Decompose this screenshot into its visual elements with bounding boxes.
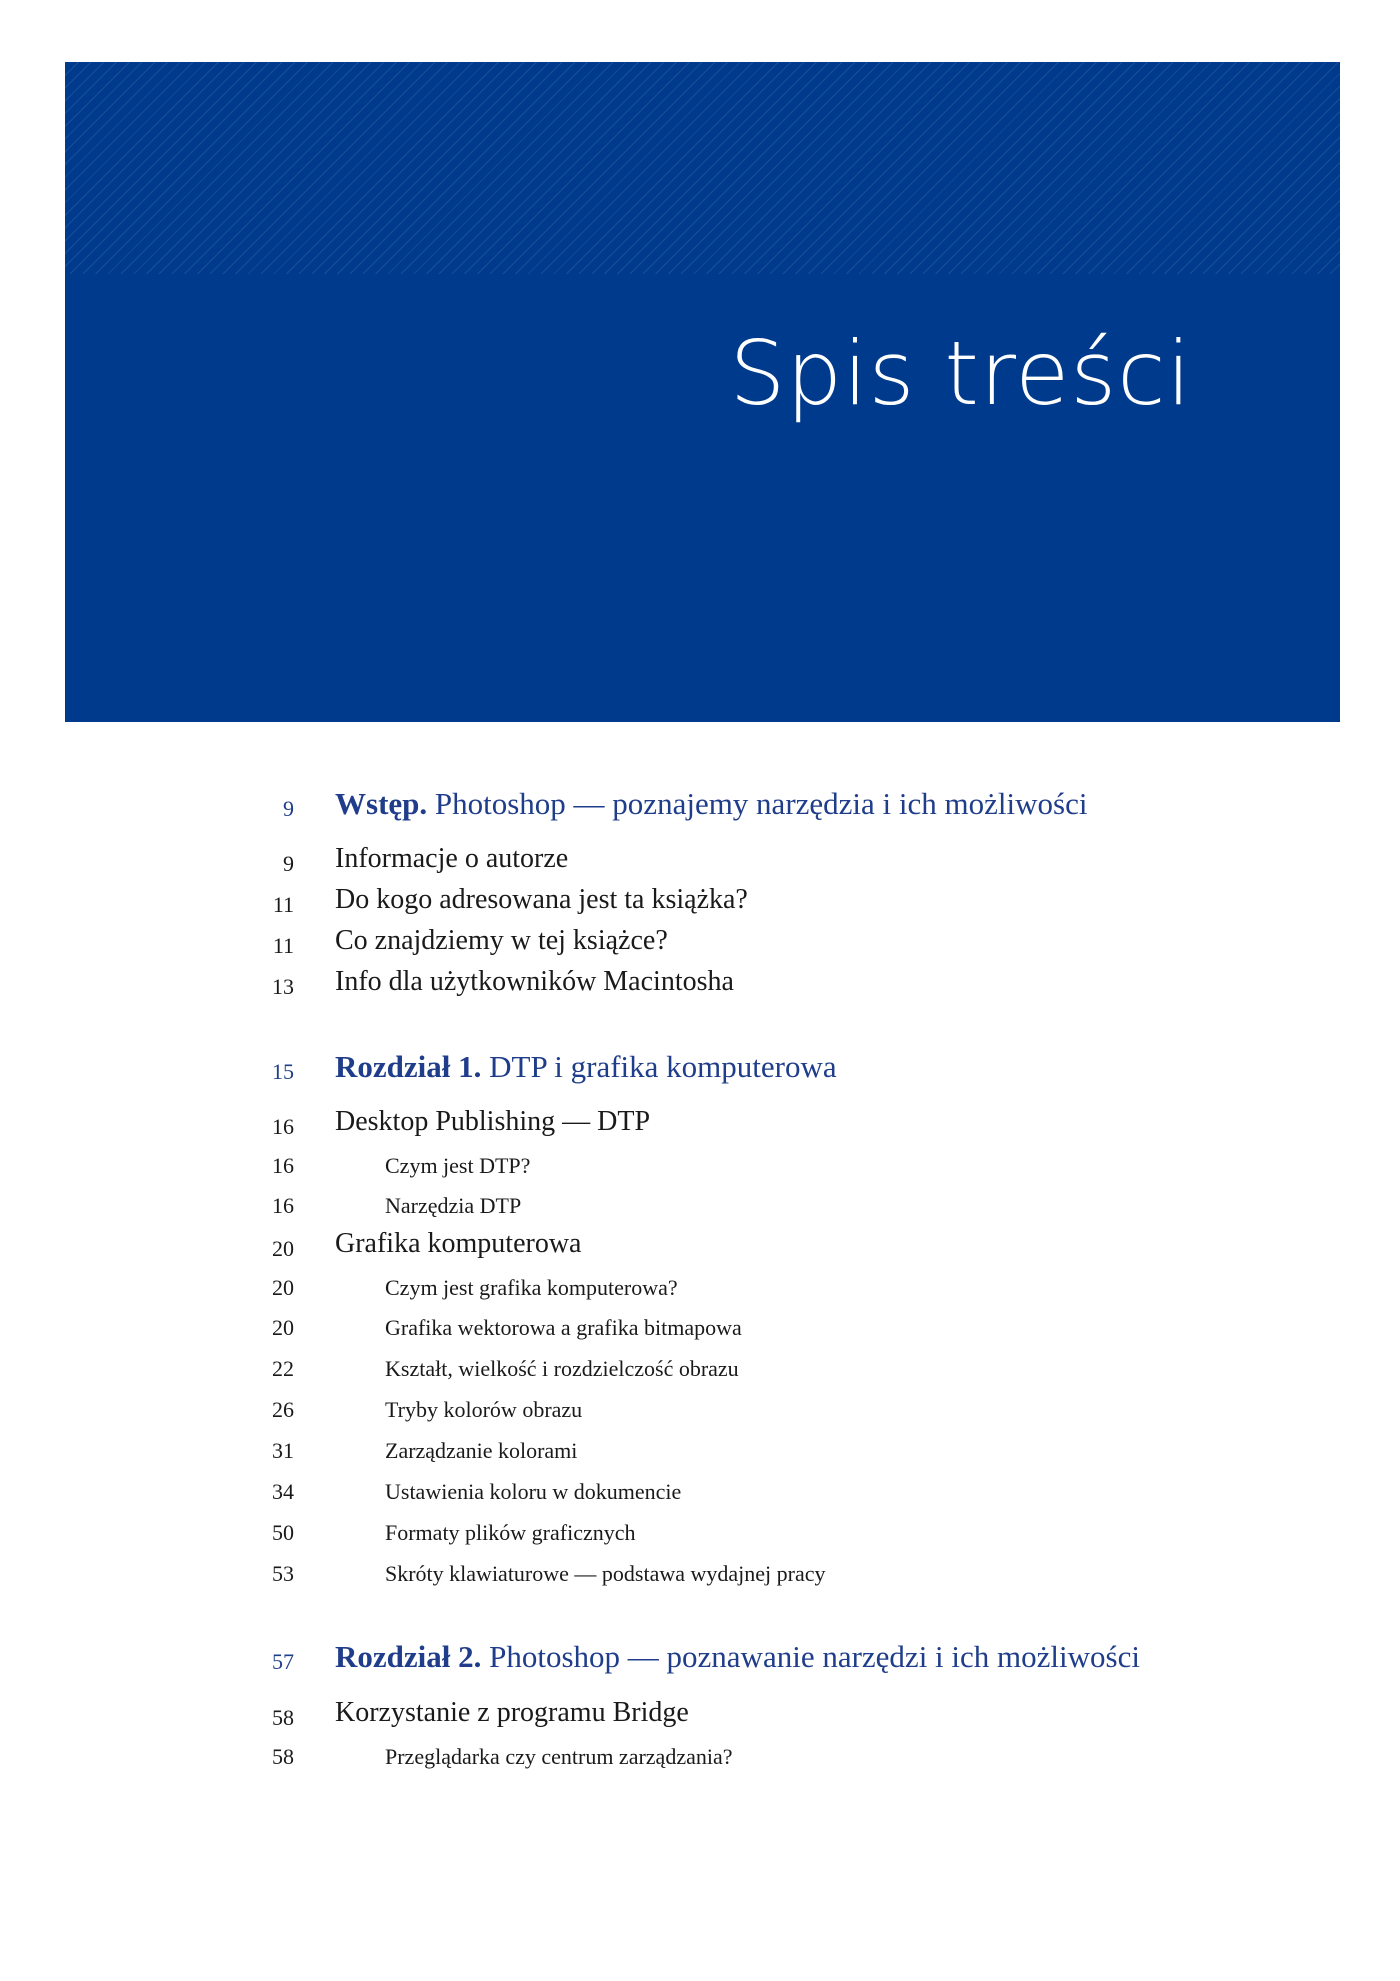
- toc-subsection: [0, 1275, 1400, 1305]
- toc-subsection-title: Skróty klawiaturowe — podstawa wydajnej pracy: [385, 1561, 826, 1586]
- toc-chapter-2: [0, 1639, 1400, 1683]
- toc-subsection: [0, 1561, 1400, 1591]
- toc-chapter-title: [335, 1639, 1140, 1675]
- toc-page-number: 20: [272, 1275, 294, 1300]
- toc-page-number: 50: [272, 1520, 294, 1545]
- toc-section: [0, 1106, 1400, 1142]
- toc-page-number: 13: [272, 974, 294, 999]
- toc-page-number: 15: [272, 1059, 294, 1084]
- toc-chapter-name: Photoshop — poznawanie narzędzi i ich możliwości: [489, 1639, 1140, 1674]
- toc-subsection: [0, 1438, 1400, 1468]
- toc-subsection: [0, 1479, 1400, 1509]
- toc-page-number: 53: [272, 1561, 294, 1586]
- toc-page-number: 11: [272, 892, 294, 917]
- toc-subsection-title: Tryby kolorów obrazu: [385, 1397, 583, 1422]
- toc-section-title: Desktop Publishing — DTP: [335, 1106, 651, 1137]
- toc-subsection-title: Czym jest grafika komputerowa?: [385, 1275, 678, 1300]
- toc-subsection: [0, 1315, 1400, 1345]
- toc-page-number: 34: [272, 1479, 294, 1504]
- toc-subsection: [0, 1356, 1400, 1386]
- toc-subsection-title: Zarządzanie kolorami: [385, 1438, 578, 1463]
- toc-section: [0, 1228, 1400, 1264]
- toc-page-number: 11: [272, 933, 294, 958]
- toc-chapter-label: Rozdział 1.: [335, 1049, 482, 1084]
- toc-page-number: 58: [272, 1705, 294, 1730]
- title-banner: [65, 62, 1340, 722]
- toc-chapter-intro: [0, 786, 1400, 830]
- toc-page-number: 16: [272, 1153, 294, 1178]
- toc-subsection-title: Ustawienia koloru w dokumencie: [385, 1479, 682, 1504]
- toc-chapter-name: Photoshop — poznajemy narzędzia i ich możliwości: [434, 786, 1088, 821]
- toc-page-number: 9: [283, 796, 294, 821]
- toc-page-number: 58: [272, 1744, 294, 1769]
- toc-entry: [0, 884, 1400, 920]
- toc-subsection-title: Narzędzia DTP: [385, 1193, 522, 1218]
- toc-entry: [0, 843, 1400, 879]
- toc-subsection-title: Formaty plików graficznych: [385, 1520, 636, 1545]
- toc-subsection: [0, 1520, 1400, 1550]
- toc-chapter-name: DTP i grafika komputerowa: [489, 1049, 837, 1084]
- toc-section-title: Grafika komputerowa: [335, 1228, 582, 1259]
- toc-chapter-label: Rozdział 2.: [335, 1639, 482, 1674]
- toc-entry-title: Do kogo adresowana jest ta książka?: [335, 884, 748, 915]
- toc-page-number: 57: [272, 1649, 294, 1674]
- toc-subsection: [0, 1193, 1400, 1223]
- toc-page-number: 16: [272, 1114, 294, 1139]
- toc-subsection-title: Kształt, wielkość i rozdzielczość obrazu: [385, 1356, 739, 1381]
- toc-entry: [0, 925, 1400, 961]
- toc-subsection-title: Przeglądarka czy centrum zarządzania?: [385, 1744, 733, 1769]
- toc-chapter-title: [335, 1049, 837, 1085]
- toc-page-number: 31: [272, 1438, 294, 1463]
- page-title: Spis treści: [729, 322, 1192, 425]
- toc-entry-title: Info dla użytkowników Macintosha: [335, 966, 734, 997]
- toc-page-number: 16: [272, 1193, 294, 1218]
- toc-page-number: 26: [272, 1397, 294, 1422]
- toc-page-number: 9: [283, 851, 294, 876]
- toc-section-title: Korzystanie z programu Bridge: [335, 1697, 689, 1728]
- toc-page-number: 20: [272, 1236, 294, 1261]
- toc-subsection: [0, 1744, 1400, 1774]
- toc-chapter-label: Wstęp.: [335, 786, 428, 821]
- toc-subsection: [0, 1153, 1400, 1183]
- toc-subsection-title: Czym jest DTP?: [385, 1153, 531, 1178]
- banner-stripe-pattern: [65, 62, 1340, 274]
- toc-chapter-1: [0, 1049, 1400, 1093]
- toc-page-number: 22: [272, 1356, 294, 1381]
- toc-entry: [0, 966, 1400, 1002]
- toc-subsection-title: Grafika wektorowa a grafika bitmapowa: [385, 1315, 742, 1340]
- toc-chapter-title: [335, 786, 1087, 822]
- toc-entry-title: Co znajdziemy w tej książce?: [335, 925, 668, 956]
- toc-subsection: [0, 1397, 1400, 1427]
- toc-page-number: 20: [272, 1315, 294, 1340]
- toc-entry-title: Informacje o autorze: [335, 843, 569, 874]
- toc-section: [0, 1697, 1400, 1733]
